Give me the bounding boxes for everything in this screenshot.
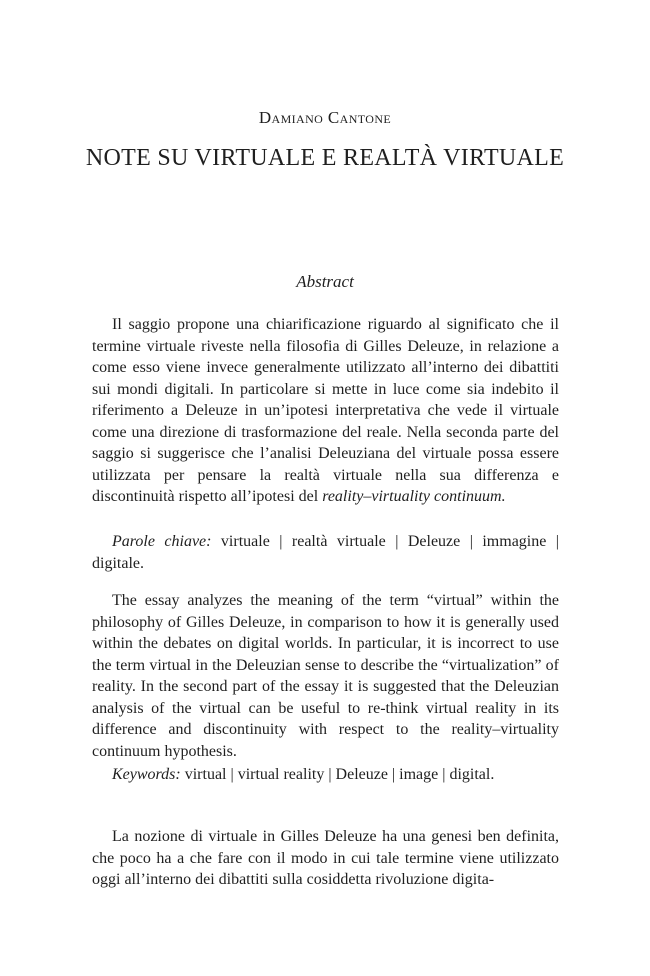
abstract-italian-text: Il saggio propone una chiarificazione riguardo al significato che il termine virtuale riveste nella filosofia di Gilles Deleuze, in relazione a come esso viene invece generalmente utilizzato all’interno dei dibattiti sui mondi digitali. In particolare si mette in luce come sia indebito il riferimento a Deleuze in un’ipotesi interpretativa che vede il virtuale come una direzione di trasformazione del reale. Nella seconda parte del saggio si suggerisce che l’analisi Deleuziana del virtuale possa essere utilizzata per pensare la realtà virtuale nella sua differenza e discontinuità rispetto all’ipotesi del bbox=[92, 316, 559, 505]
body-text bbox=[92, 826, 559, 891]
keywords-italian-list: virtuale | realtà virtuale | Deleuze | immagine | digitale. bbox=[92, 533, 559, 572]
keywords-english-label: Keywords: bbox=[112, 766, 181, 783]
keywords-english bbox=[92, 764, 559, 786]
keywords-italian-paragraph bbox=[92, 531, 559, 574]
author-name: Damiano Cantone bbox=[258, 108, 392, 127]
abstract-italian-paragraph bbox=[92, 314, 559, 508]
article-title: NOTE SU VIRTUALE E REALTÀ VIRTUALE bbox=[85, 145, 565, 171]
keywords-english-list: virtual | virtual reality | Deleuze | image | digital. bbox=[180, 766, 495, 783]
keywords-italian-label: Parole chiave: bbox=[112, 533, 212, 550]
abstract-heading: Abstract bbox=[296, 272, 354, 291]
abstract-italian-italic-tail: reality–virtuality continuum. bbox=[322, 488, 506, 505]
abstract-english bbox=[92, 590, 559, 762]
body-first-paragraph: La nozione di virtuale in Gilles Deleuze ha una genesi ben definita, che poco ha a che fare con il modo in cui tale termine viene utilizzato oggi all’interno dei dibattiti sulla cosiddetta rivoluzione digita- bbox=[92, 828, 559, 888]
keywords-english-paragraph bbox=[92, 764, 559, 786]
keywords-italian bbox=[92, 531, 559, 574]
abstract-italian bbox=[92, 314, 559, 508]
abstract-english-paragraph: The essay analyzes the meaning of the term “virtual” within the philosophy of Gilles Deleuze, in comparison to how it is generally used within the debates on digital worlds. In particular, it is incorrect to use the term virtual in the Deleuzian sense to describe the “virtualization” of reality. In the second part of the essay it is suggested that the Deleuzian analysis of the virtual can be useful to re-think virtual reality in its difference and discontinuity with respect to the reality–virtuality continuum hypothesis. bbox=[92, 592, 559, 760]
